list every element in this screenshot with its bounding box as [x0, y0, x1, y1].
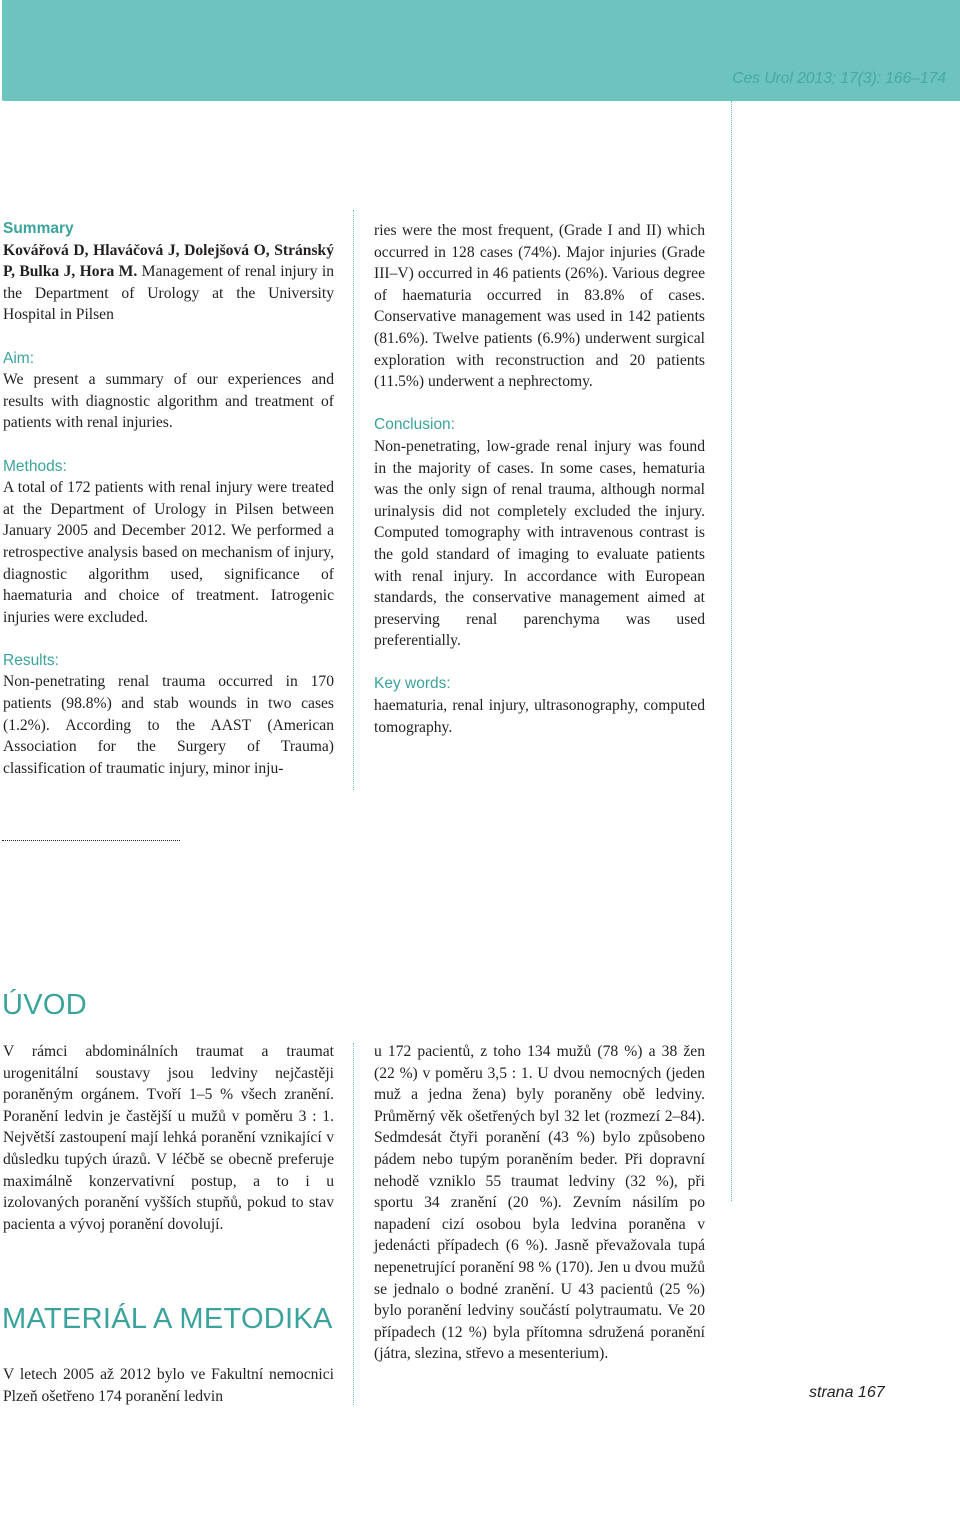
conclusion-label: Conclusion:: [374, 416, 455, 434]
keywords-label: Key words:: [374, 675, 451, 693]
results-label: Results:: [3, 651, 59, 669]
summary-title: Summary: [3, 220, 74, 237]
methods-text: A total of 172 patients with renal injury were treated at the Department of Urology in Pilsen between January 2005 and December 2012. We performed a retrospective analysis based on mechanism of injury, diagnostic algorithm used, significance of haematuria and choice of treatment. Iatrogenic injuries were excluded.: [3, 479, 334, 626]
authors: Kovářová D, Hlaváčová J, Dolejšová O, Stránský P, Bulka J, Hora M.: [3, 241, 334, 281]
results-text: Non-penetrating renal trauma occurred in 170 patients (98.8%) and stab wounds in two cases (1.2%). According to the AAST (American Association for the Surgery of Trauma) classification of traumatic injury, minor inju-: [3, 673, 334, 777]
uvod-text: V rámci abdominálních traumat a traumat urogenitální soustavy jsou ledviny nejčastěji poraněným orgánem. Tvoří 1–5 % všech zranění. Poranění ledvin je častější u mužů v poměru 3 : 1. Největší zastoupení mají lehká poranění vznikající v důsledku tupých úrazů. V léčbě se obecně preferuje maximálně konzervativní postup, a to i u izolovaných poranění vyšších stupňů, pokud to stav pacienta a vývoj poranění dovolují.: [3, 1043, 334, 1233]
column-divider: [353, 210, 354, 790]
keywords-text: haematuria, renal injury, ultrasonography, computed tomography.: [374, 697, 705, 736]
aim-text: We present a summary of our experiences and results with diagnostic algorithm and treatment of patients with renal injuries.: [3, 371, 334, 432]
right-margin-rule: [731, 101, 732, 1201]
metodika-text-continued: u 172 pacientů, z toho 134 mužů (78 %) a 38 žen (22 %) v poměru 3,5 : 1. U dvou nemocných (jeden muž a jedna žena) byly poraněny obě ledviny. Průměrný věk ošetřených byl 32 let (rozmezí 2–84). Sedmdesát čtyři poranění (43 %) bylo způsobeno pádem nebo tupým poraněním beder. Při dopravní nehodě vzniklo 55 traumat ledviny (32 %), při sportu 34 zranění (20 %). Zevním násilím po napadení cizí osobou byla ledvina poraněna v jedenácti případech (6 %). Jasně převažovala tupá nepenetrující poranění 98 % (170). Jen u dvou mužů se jednalo o bodné zranění. U 43 pacientů (25 %) bylo poranění ledviny součástí polytraumatu. Ve 20 případech (12 %) byla přítomna sdružená poranění (játra, slezina, střevo a mesenterium).: [374, 1043, 705, 1363]
column-divider: [353, 1043, 354, 1405]
metodika-heading: MATERIÁL A METODIKA: [2, 1303, 333, 1335]
summary-column-right: [374, 220, 705, 738]
methods-label: Methods:: [3, 457, 67, 475]
header-band: [2, 0, 960, 101]
metodika-text: V letech 2005 až 2012 bylo ve Fakultní nemocnici Plzeň ošetřeno 174 poranění ledvin: [3, 1366, 334, 1405]
journal-citation: Ces Urol 2013; 17(3): 166–174: [732, 70, 946, 87]
page-number: strana 167: [809, 1384, 885, 1401]
section-separator: [2, 840, 180, 841]
summary-column-left: [3, 218, 334, 779]
uvod-heading: ÚVOD: [2, 989, 87, 1021]
conclusion-text: Non-penetrating, low-grade renal injury was found in the majority of cases. In some cases, hematuria was the only sign of renal trauma, although normal urinalysis did not completely excluded the injury. Computed tomography with intravenous contrast is the gold standard of imaging to evaluate patients with renal injury. In accordance with European standards, the conservative management aimed at preserving renal parenchyma was used preferentially.: [374, 437, 705, 650]
aim-label: Aim:: [3, 349, 34, 367]
article-title: Management of renal injury in the Department of Urology at the University Hospital in Pilsen: [3, 263, 334, 324]
results-text-continued: ries were the most frequent, (Grade I and II) which occurred in 128 cases (74%). Major injuries (Grade III–V) occurred in 46 patients (26%). Various degree of haematuria occurred in 83.8% of cases. Conservative management was used in 142 patients (81.6%). Twelve patients (6.9%) underwent surgical exploration with reconstruction and 20 patients (11.5%) underwent a nephrectomy.: [374, 222, 705, 391]
summary-citation-line: [3, 240, 334, 326]
